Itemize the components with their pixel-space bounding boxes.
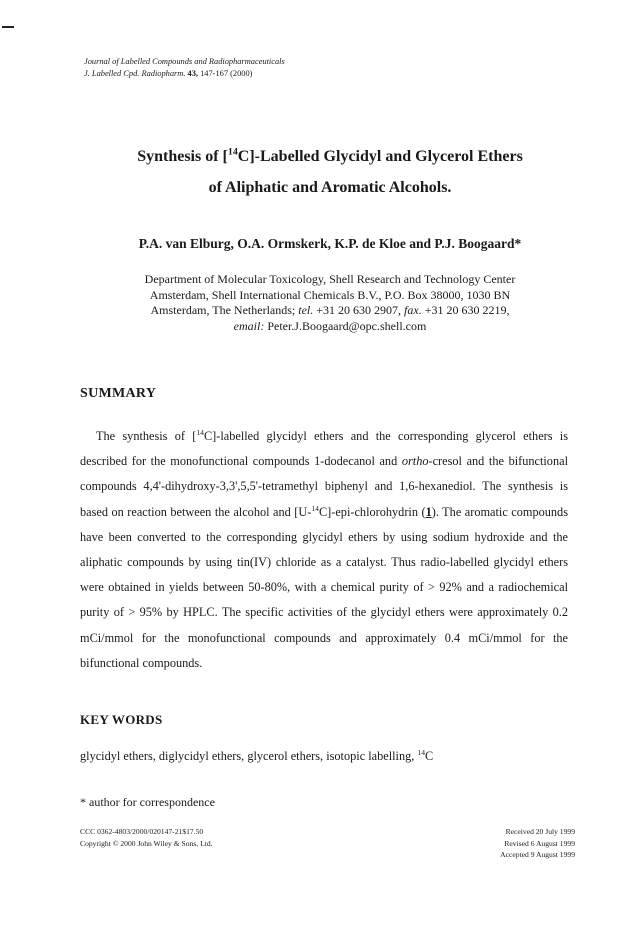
- affiliation-line-3: Amsterdam, The Netherlands; tel. +31 20 630 2907, fax. +31 20 630 2219,: [150, 303, 510, 317]
- compound-reference: 1: [425, 504, 432, 519]
- journal-name: Journal of Labelled Compounds and Radiopharmaceuticals: [84, 57, 285, 66]
- paper-title-line-2: of Aliphatic and Aromatic Alcohols.: [208, 179, 452, 196]
- affiliation-line-2: Amsterdam, Shell International Chemicals B.V., P.O. Box 38000, 1030 BN: [149, 287, 511, 302]
- paper-title-line-1: Synthesis of [$^{14}$C]-Labelled Glycidyl and Glycerol Ethers: [137, 146, 523, 165]
- summary-heading: SUMMARY: [80, 386, 157, 401]
- revised-date: Revised 6 August 1999: [504, 838, 575, 848]
- affiliation-line-1: Department of Molecular Toxicology, Shell Research and Technology Center: [144, 272, 516, 286]
- journal-header: [84, 56, 285, 80]
- keywords-heading: KEY WORDS: [80, 712, 163, 727]
- keywords-list: glycidyl ethers, diglycidyl ethers, glycerol ethers, isotopic labelling, $^{14}$C: [80, 747, 434, 763]
- email-address: Peter.J.Boogaard@opc.shell.com: [267, 318, 427, 333]
- email-label: email:: [233, 318, 265, 333]
- citation-pages: 147-167 (2000): [200, 69, 253, 78]
- title-isotope-superscript: 14: [227, 146, 238, 158]
- fax-number: +31 20 630 2219,: [424, 303, 510, 317]
- ccc-code: CCC 0362-4803/2000/020147-21$17.50: [80, 827, 204, 836]
- journal-citation: [84, 68, 285, 80]
- copyright-line: Copyright © 2000 John Wiley & Sons, Ltd.: [80, 838, 213, 848]
- affiliation-line-4: [60, 319, 600, 335]
- citation-prefix: J. Labelled Cpd. Radiopharm.: [84, 69, 186, 78]
- received-date: Received 20 July 1999: [505, 827, 575, 836]
- correspondence-note: * author for correspondence: [80, 795, 215, 809]
- tel-number: +31 20 630 2907,: [316, 303, 402, 317]
- summary-paragraph: The synthesis of [$^{14}$C]-labelled glycidyl ethers and the corresponding glycerol ethers is described for the monofunctional compounds 1-dodecanol and ortho-cresol and the bifunctional compounds 4,4'-dihydroxy-3,3',5,5'-tetramethyl biphenyl and 1,6-hexanediol. The synthesis is based on reaction between the alcohol and [U-$^{14}$C]-epi-chlorohydrin (1). The aromatic compounds have been converted to the corresponding glycidyl ethers by using sodium hydroxide and the aliphatic compounds by using tin(IV) chloride as a catalyst. Thus radio-labelled glycidyl ethers were obtained in yields between 50-80%, with a chemical purity of > 92% and a radiochemical purity of > 95% by HPLC. The specific activities of the glycidyl ethers were approximately 0.2 mCi/mmol for the monofunctional compounds and approximately 0.4 mCi/mmol for the bifunctional compounds.: [80, 427, 568, 670]
- copyright-block: [80, 826, 213, 849]
- tel-label: tel.: [298, 303, 314, 317]
- accepted-date: Accepted 9 August 1999: [500, 850, 575, 859]
- affiliation-block: [60, 272, 600, 334]
- scan-artifact-mark: [2, 26, 14, 28]
- fax-label: fax.: [404, 303, 422, 317]
- publication-history: [440, 826, 575, 861]
- author-list: P.A. van Elburg, O.A. Ormskerk, K.P. de Kloe and P.J. Boogaard*: [138, 236, 522, 251]
- citation-volume: 43,: [187, 69, 198, 78]
